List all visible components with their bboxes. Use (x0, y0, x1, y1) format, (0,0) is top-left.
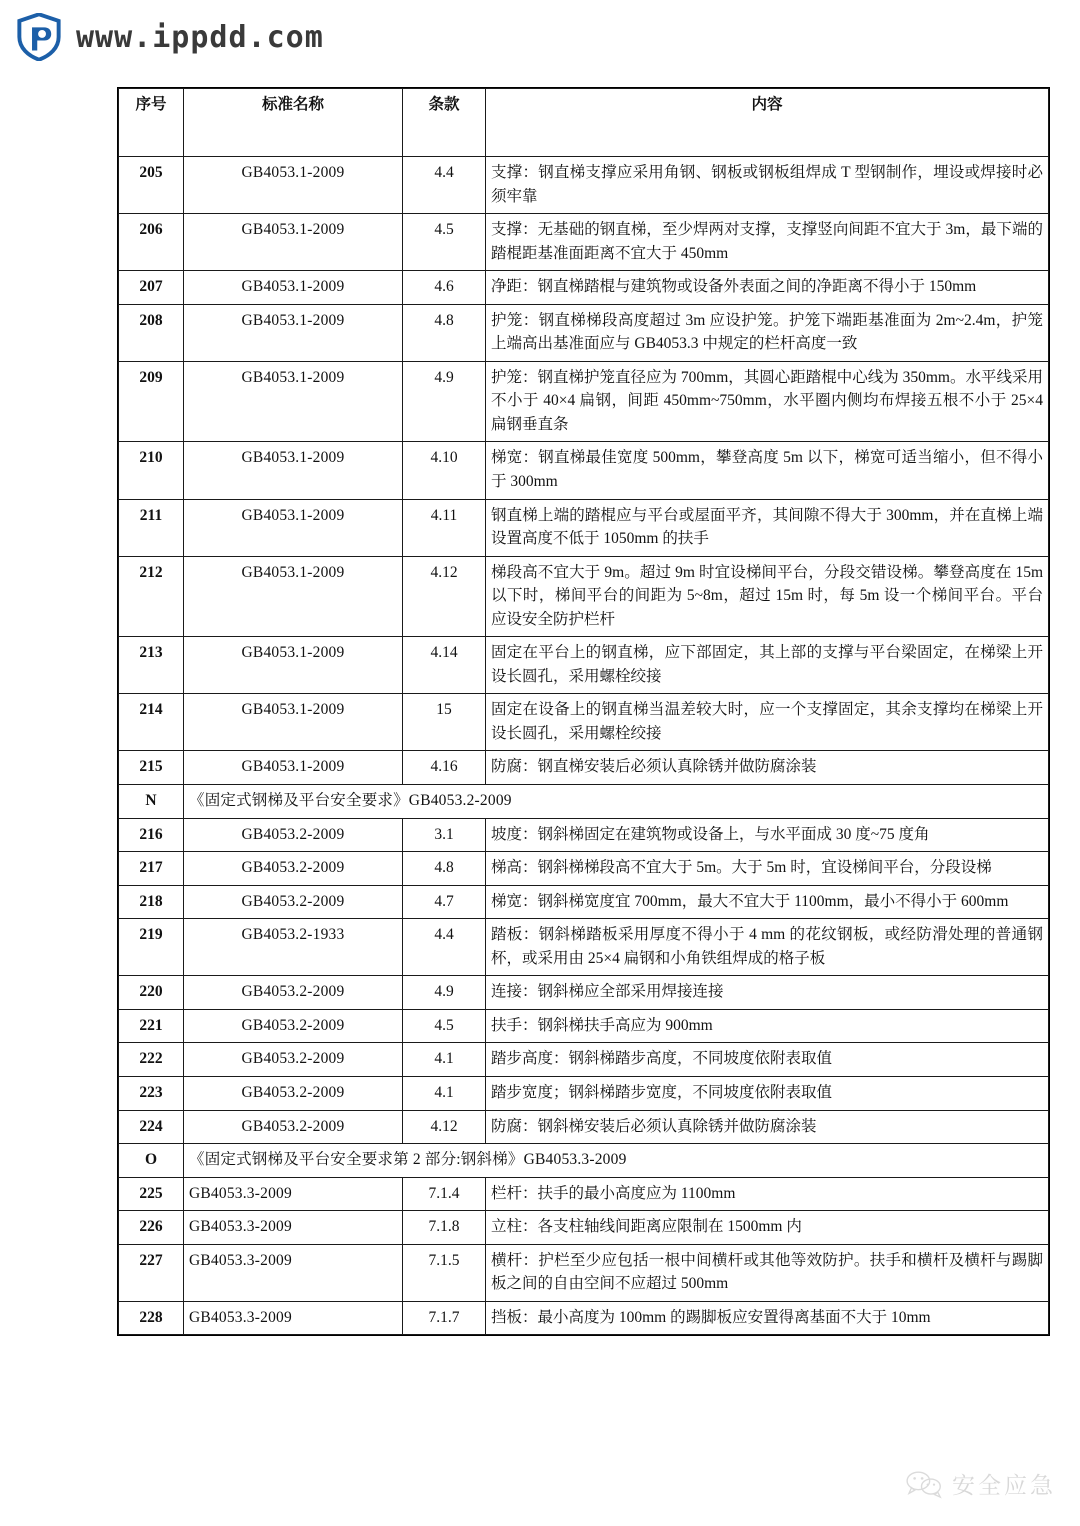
row-sequence-number: 215 (119, 751, 184, 785)
row-content-text: 踏步宽度；钢斜梯踏步宽度，不同坡度依附表取值 (486, 1076, 1049, 1110)
row-sequence-number: 226 (119, 1211, 184, 1245)
row-sequence-number: 214 (119, 694, 184, 751)
row-content-text: 防腐：钢斜梯安装后必须认真除锈并做防腐涂装 (486, 1110, 1049, 1144)
row-clause-number: 7.1.7 (403, 1301, 486, 1335)
row-clause-number: 4.9 (403, 976, 486, 1010)
table-row (119, 919, 1049, 976)
table-row (119, 214, 1049, 271)
row-content-text: 坡度：钢斜梯固定在建筑物或设备上，与水平面成 30 度~75 度角 (486, 818, 1049, 852)
row-content-text: 固定在平台上的钢直梯，应下部固定，其上部的支撑与平台梁固定，在梯梁上开设长圆孔，采用螺栓绞接 (486, 637, 1049, 694)
section-letter: N (119, 785, 184, 819)
table-section-row (119, 785, 1049, 819)
table-row (119, 852, 1049, 886)
row-standard-name: GB4053.2-2009 (184, 1076, 403, 1110)
row-clause-number: 4.5 (403, 1009, 486, 1043)
column-header-standard-name: 标准名称 (184, 89, 403, 157)
row-standard-name: GB4053.1-2009 (184, 157, 403, 214)
row-clause-number: 4.8 (403, 304, 486, 361)
column-header-clause: 条款 (403, 89, 486, 157)
wechat-icon (904, 1469, 944, 1499)
row-sequence-number: 216 (119, 818, 184, 852)
row-standard-name: GB4053.3-2009 (184, 1244, 403, 1301)
column-header-content: 内容 (486, 89, 1049, 157)
row-clause-number: 4.4 (403, 157, 486, 214)
row-content-text: 支撑：无基础的钢直梯，至少焊两对支撑，支撑竖向间距不宜大于 3m，最下端的踏棍距基准面距离不宜大于 450mm (486, 214, 1049, 271)
row-sequence-number: 227 (119, 1244, 184, 1301)
row-content-text: 梯宽：钢直梯最佳宽度 500mm，攀登高度 5m 以下，梯宽可适当缩小，但不得小于 300mm (486, 442, 1049, 499)
row-content-text: 梯高：钢斜梯梯段高不宜大于 5m。大于 5m 时，宜设梯间平台，分段设梯 (486, 852, 1049, 886)
row-sequence-number: 223 (119, 1076, 184, 1110)
row-sequence-number: 222 (119, 1043, 184, 1077)
row-standard-name: GB4053.2-1933 (184, 919, 403, 976)
row-clause-number: 4.4 (403, 919, 486, 976)
row-sequence-number: 205 (119, 157, 184, 214)
standards-table-container (118, 88, 1043, 1335)
row-standard-name: GB4053.1-2009 (184, 442, 403, 499)
row-sequence-number: 206 (119, 214, 184, 271)
row-clause-number: 4.16 (403, 751, 486, 785)
row-sequence-number: 210 (119, 442, 184, 499)
row-sequence-number: 207 (119, 271, 184, 305)
table-row (119, 637, 1049, 694)
row-content-text: 钢直梯上端的踏棍应与平台或屋面平齐，其间隙不得大于 300mm，并在直梯上端设置高度不低于 1050mm 的扶手 (486, 499, 1049, 556)
table-row (119, 751, 1049, 785)
row-clause-number: 4.9 (403, 361, 486, 442)
row-standard-name: GB4053.1-2009 (184, 214, 403, 271)
row-standard-name: GB4053.2-2009 (184, 852, 403, 886)
table-section-row (119, 1144, 1049, 1178)
row-clause-number: 7.1.4 (403, 1177, 486, 1211)
row-standard-name: GB4053.2-2009 (184, 1009, 403, 1043)
footer-watermark (904, 1467, 1056, 1500)
row-clause-number: 4.10 (403, 442, 486, 499)
table-row (119, 556, 1049, 637)
row-clause-number: 4.12 (403, 556, 486, 637)
row-sequence-number: 217 (119, 852, 184, 886)
section-title: 《固定式钢梯及平台安全要求第 2 部分:钢斜梯》GB4053.3-2009 (184, 1144, 1049, 1178)
table-row (119, 1009, 1049, 1043)
row-clause-number: 15 (403, 694, 486, 751)
row-sequence-number: 213 (119, 637, 184, 694)
page-header (0, 0, 1080, 74)
row-content-text: 护笼：钢直梯梯段高度超过 3m 应设护笼。护笼下端距基准面为 2m~2.4m，护笼上端高出基准面应与 GB4053.3 中规定的栏杆高度一致 (486, 304, 1049, 361)
table-row (119, 1177, 1049, 1211)
footer-watermark-text: 安全应急 (952, 1473, 1056, 1498)
row-clause-number: 4.6 (403, 271, 486, 305)
row-standard-name: GB4053.2-2009 (184, 976, 403, 1010)
row-sequence-number: 221 (119, 1009, 184, 1043)
row-content-text: 防腐：钢直梯安装后必须认真除锈并做防腐涂装 (486, 751, 1049, 785)
row-clause-number: 4.1 (403, 1043, 486, 1077)
row-sequence-number: 219 (119, 919, 184, 976)
row-standard-name: GB4053.1-2009 (184, 751, 403, 785)
table-row (119, 1301, 1049, 1335)
table-row (119, 1076, 1049, 1110)
row-content-text: 横杆：护栏至少应包括一根中间横杆或其他等效防护。扶手和横杆及横杆与踢脚板之间的自由空间不应超过 500mm (486, 1244, 1049, 1301)
row-standard-name: GB4053.3-2009 (184, 1211, 403, 1245)
row-standard-name: GB4053.1-2009 (184, 556, 403, 637)
row-standard-name: GB4053.1-2009 (184, 499, 403, 556)
row-content-text: 连接：钢斜梯应全部采用焊接连接 (486, 976, 1049, 1010)
table-row (119, 976, 1049, 1010)
row-sequence-number: 218 (119, 885, 184, 919)
row-content-text: 立柱：各支柱轴线间距离应限制在 1500mm 内 (486, 1211, 1049, 1245)
column-header-seq: 序号 (119, 89, 184, 157)
row-content-text: 踏步高度：钢斜梯踏步高度，不同坡度依附表取值 (486, 1043, 1049, 1077)
table-row (119, 694, 1049, 751)
table-row (119, 304, 1049, 361)
row-sequence-number: 212 (119, 556, 184, 637)
row-content-text: 固定在设备上的钢直梯当温差较大时，应一个支撑固定，其余支撑均在梯梁上开设长圆孔，采用螺栓绞接 (486, 694, 1049, 751)
table-header-row (119, 89, 1049, 157)
row-sequence-number: 208 (119, 304, 184, 361)
row-standard-name: GB4053.3-2009 (184, 1177, 403, 1211)
table-row (119, 1244, 1049, 1301)
row-content-text: 栏杆：扶手的最小高度应为 1100mm (486, 1177, 1049, 1211)
row-standard-name: GB4053.1-2009 (184, 304, 403, 361)
table-row (119, 1211, 1049, 1245)
row-sequence-number: 228 (119, 1301, 184, 1335)
table-header (119, 89, 1049, 157)
row-clause-number: 4.1 (403, 1076, 486, 1110)
row-content-text: 梯段高不宜大于 9m。超过 9m 时宜设梯间平台，分段交错设梯。攀登高度在 15m 以下时，梯间平台的间距为 5~8m，超过 15m 时，每 5m 设一个梯间平台。平台应设安全防护栏杆 (486, 556, 1049, 637)
table-row (119, 361, 1049, 442)
row-clause-number: 4.5 (403, 214, 486, 271)
site-url-text: www.ippdd.com (76, 19, 324, 55)
row-standard-name: GB4053.1-2009 (184, 361, 403, 442)
row-content-text: 支撑：钢直梯支撑应采用角钢、钢板或钢板组焊成 T 型钢制作，埋设或焊接时必须牢靠 (486, 157, 1049, 214)
row-standard-name: GB4053.1-2009 (184, 271, 403, 305)
row-standard-name: GB4053.2-2009 (184, 1043, 403, 1077)
row-standard-name: GB4053.2-2009 (184, 1110, 403, 1144)
row-clause-number: 7.1.5 (403, 1244, 486, 1301)
table-row (119, 818, 1049, 852)
row-standard-name: GB4053.1-2009 (184, 694, 403, 751)
table-row (119, 157, 1049, 214)
row-content-text: 梯宽：钢斜梯宽度宜 700mm，最大不宜大于 1100mm，最小不得小于 600mm (486, 885, 1049, 919)
row-sequence-number: 224 (119, 1110, 184, 1144)
row-standard-name: GB4053.1-2009 (184, 637, 403, 694)
section-title: 《固定式钢梯及平台安全要求》GB4053.2-2009 (184, 785, 1049, 819)
row-sequence-number: 220 (119, 976, 184, 1010)
table-body (119, 157, 1049, 1335)
row-sequence-number: 225 (119, 1177, 184, 1211)
row-clause-number: 7.1.8 (403, 1211, 486, 1245)
row-sequence-number: 209 (119, 361, 184, 442)
shield-p-logo-icon (16, 13, 62, 61)
row-clause-number: 4.7 (403, 885, 486, 919)
table-row (119, 1110, 1049, 1144)
row-clause-number: 4.14 (403, 637, 486, 694)
row-content-text: 净距：钢直梯踏棍与建筑物或设备外表面之间的净距离不得小于 150mm (486, 271, 1049, 305)
row-standard-name: GB4053.2-2009 (184, 818, 403, 852)
table-row (119, 271, 1049, 305)
row-clause-number: 4.12 (403, 1110, 486, 1144)
table-row (119, 1043, 1049, 1077)
row-standard-name: GB4053.3-2009 (184, 1301, 403, 1335)
row-content-text: 挡板：最小高度为 100mm 的踢脚板应安置得离基面不大于 10mm (486, 1301, 1049, 1335)
row-content-text: 扶手：钢斜梯扶手高应为 900mm (486, 1009, 1049, 1043)
table-row (119, 499, 1049, 556)
table-row (119, 442, 1049, 499)
row-standard-name: GB4053.2-2009 (184, 885, 403, 919)
row-content-text: 护笼：钢直梯护笼直径应为 700mm，其圆心距踏棍中心线为 350mm。水平线采用不小于 40×4 扁钢，间距 450mm~750mm，水平圈内侧均布焊接五根不小于 25×4 扁钢垂直条 (486, 361, 1049, 442)
row-clause-number: 4.11 (403, 499, 486, 556)
row-clause-number: 4.8 (403, 852, 486, 886)
standards-table (118, 88, 1049, 1335)
section-letter: O (119, 1144, 184, 1178)
row-clause-number: 3.1 (403, 818, 486, 852)
table-row (119, 885, 1049, 919)
row-sequence-number: 211 (119, 499, 184, 556)
row-content-text: 踏板：钢斜梯踏板采用厚度不得小于 4 mm 的花纹钢板，或经防滑处理的普通钢杯，或采用由 25×4 扁钢和小角铁组焊成的格子板 (486, 919, 1049, 976)
